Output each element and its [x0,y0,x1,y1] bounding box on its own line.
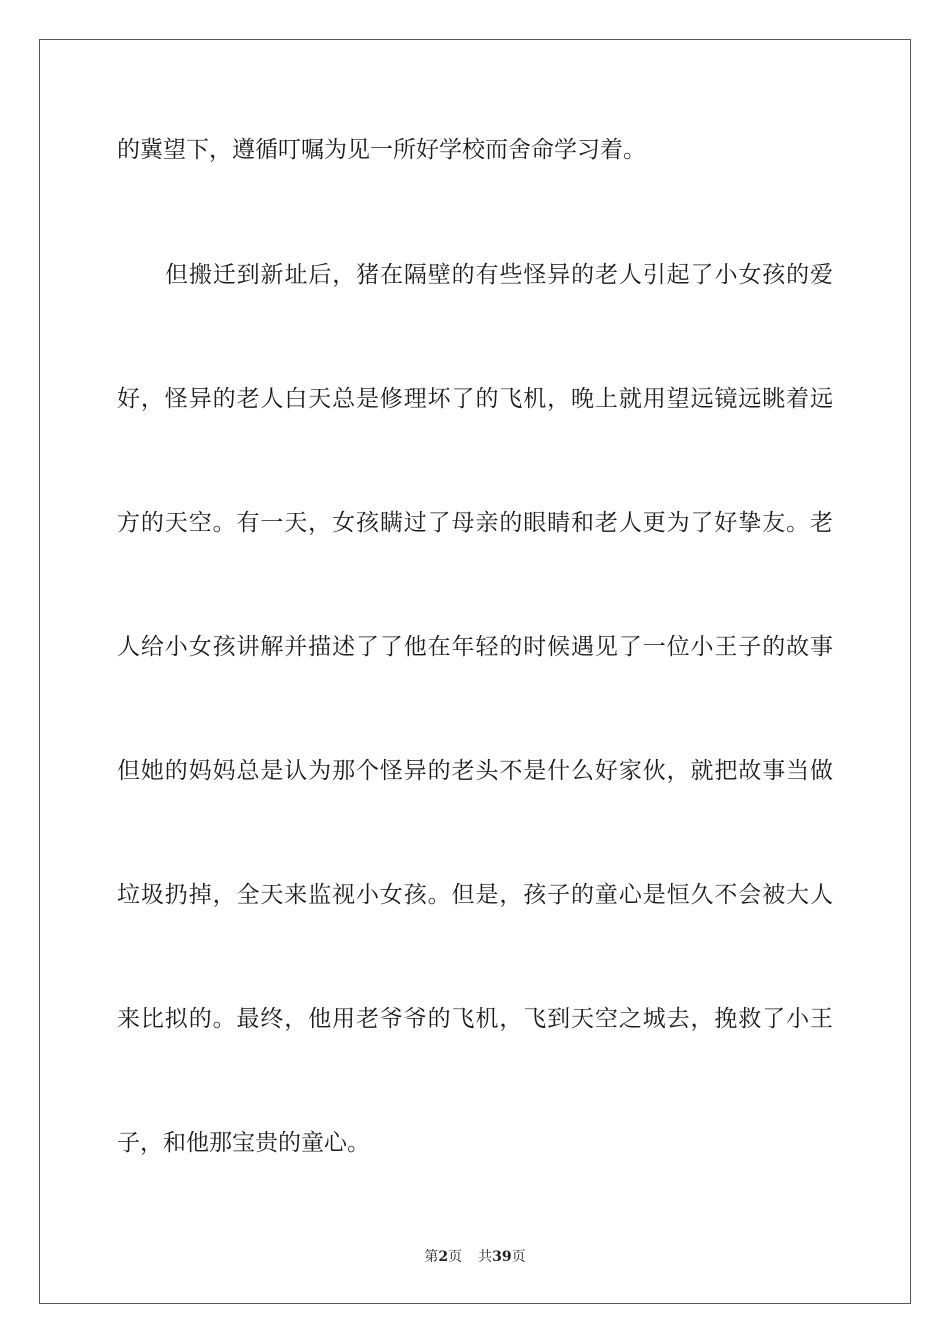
text-line: 方的天空。有一天，女孩瞒过了母亲的眼睛和老人更为了好挚友。老 [117,510,833,536]
text-line: 来比拟的。最终，他用老爷爷的飞机，飞到天空之城去，挽救了小王 [117,1006,833,1032]
text-line: 好，怪异的老人白天总是修理坏了的飞机，晚上就用望远镜远眺着远 [117,386,833,412]
total-suffix: 页 [511,1249,526,1265]
page-suffix: 页 [448,1249,463,1265]
paragraph-first-line: 但搬迁到新址后，猪在隔壁的有些怪异的老人引起了小女孩的爱 [165,262,833,288]
page-footer [0,1248,950,1266]
text-line: 的冀望下，遵循叮嘱为见一所好学校而舍命学习着。 [117,137,646,163]
page-prefix: 第 [424,1249,439,1265]
text-line: 但她的妈妈总是认为那个怪异的老头不是什么好家伙，就把故事当做 [117,758,833,784]
text-line: 人给小女孩讲解并描述了了他在年轻的时候遇见了一位小王子的故事 [117,634,833,660]
page-border [39,39,911,1304]
total-page-count: 39 [492,1249,512,1265]
text-line: 子，和他那宝贵的童心。 [117,1130,370,1156]
total-prefix: 共 [478,1249,493,1265]
text-line: 垃圾扔掉，全天来监视小女孩。但是，孩子的童心是恒久不会被大人 [117,882,833,908]
current-page-number: 2 [438,1249,449,1265]
